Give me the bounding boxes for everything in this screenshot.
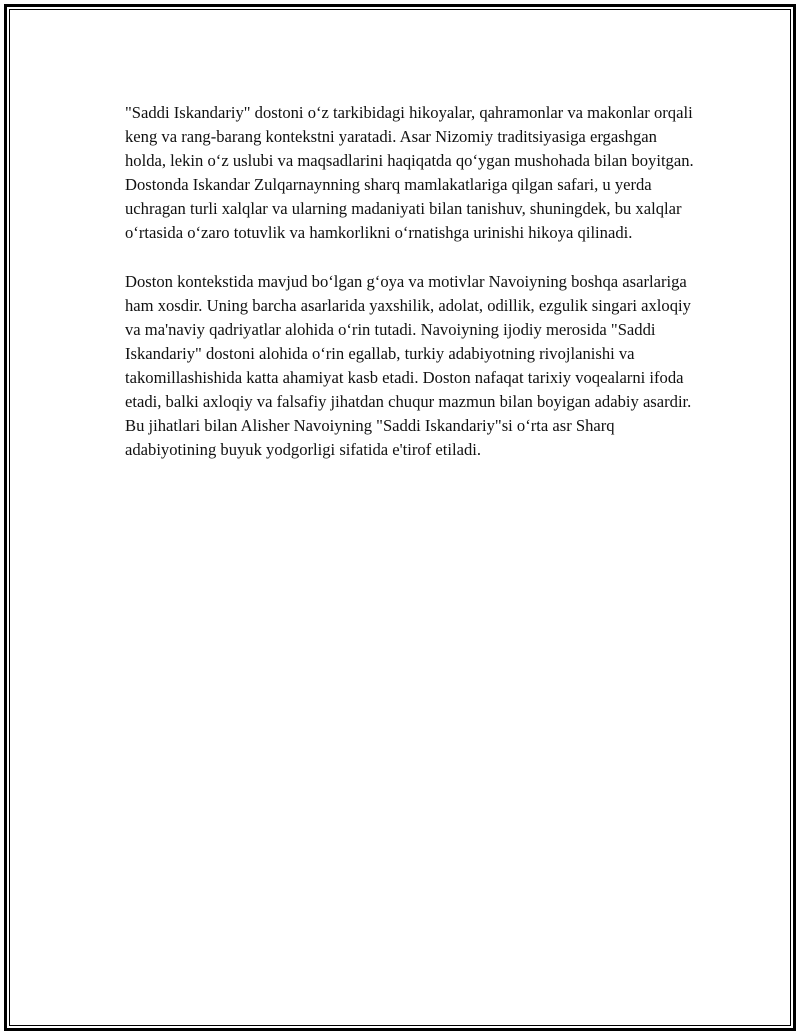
page-border xyxy=(4,4,796,1031)
paragraph-1: "Saddi Iskandariy" dostoni oʻz tarkibidagi hikoyalar, qahramonlar va makonlar orqali keng va rang-barang kontekstni yaratadi. Asar Nizomiy traditsiyasiga ergashgan holda, lekin oʻz uslubi va maqsadlarini haqiqatda qoʻygan mushohada bilan boyitgan. Dostonda Iskandar Zulqarnaynning sharq mamlakatlariga qilgan safari, u yerda uchragan turli xalqlar va ularning madaniyati bilan tanishuv, shuningdek, bu xalqlar oʻrtasida oʻzaro totuvlik va hamkorlikni oʻrnatishga urinishi hikoya qilinadi. xyxy=(125,103,694,243)
paragraph-2: Doston kontekstida mavjud boʻlgan gʻoya va motivlar Navoiyning boshqa asarlariga ham xosdir. Uning barcha asarlarida yaxshilik, adolat, odillik, ezgulik singari axloqiy va ma'naviy qadriyatlar alohida oʻrin tutadi. Navoiyning ijodiy merosida "Saddi Iskandariy" dostoni alohida oʻrin egallab, turkiy adabiyotning rivojlanishi va takomillashishida katta ahamiyat kasb etadi. Doston nafaqat tarixiy voqealarni ifoda etadi, balki axloqiy va falsafiy jihatdan chuqur mazmun bilan boyigan adabiy asardir. Bu jihatlari bilan Alisher Navoiyning "Saddi Iskandariy"si oʻrta asr Sharq adabiyotining buyuk yodgorligi sifatida e'tirof etiladi. xyxy=(125,271,692,460)
document-body xyxy=(125,101,695,462)
